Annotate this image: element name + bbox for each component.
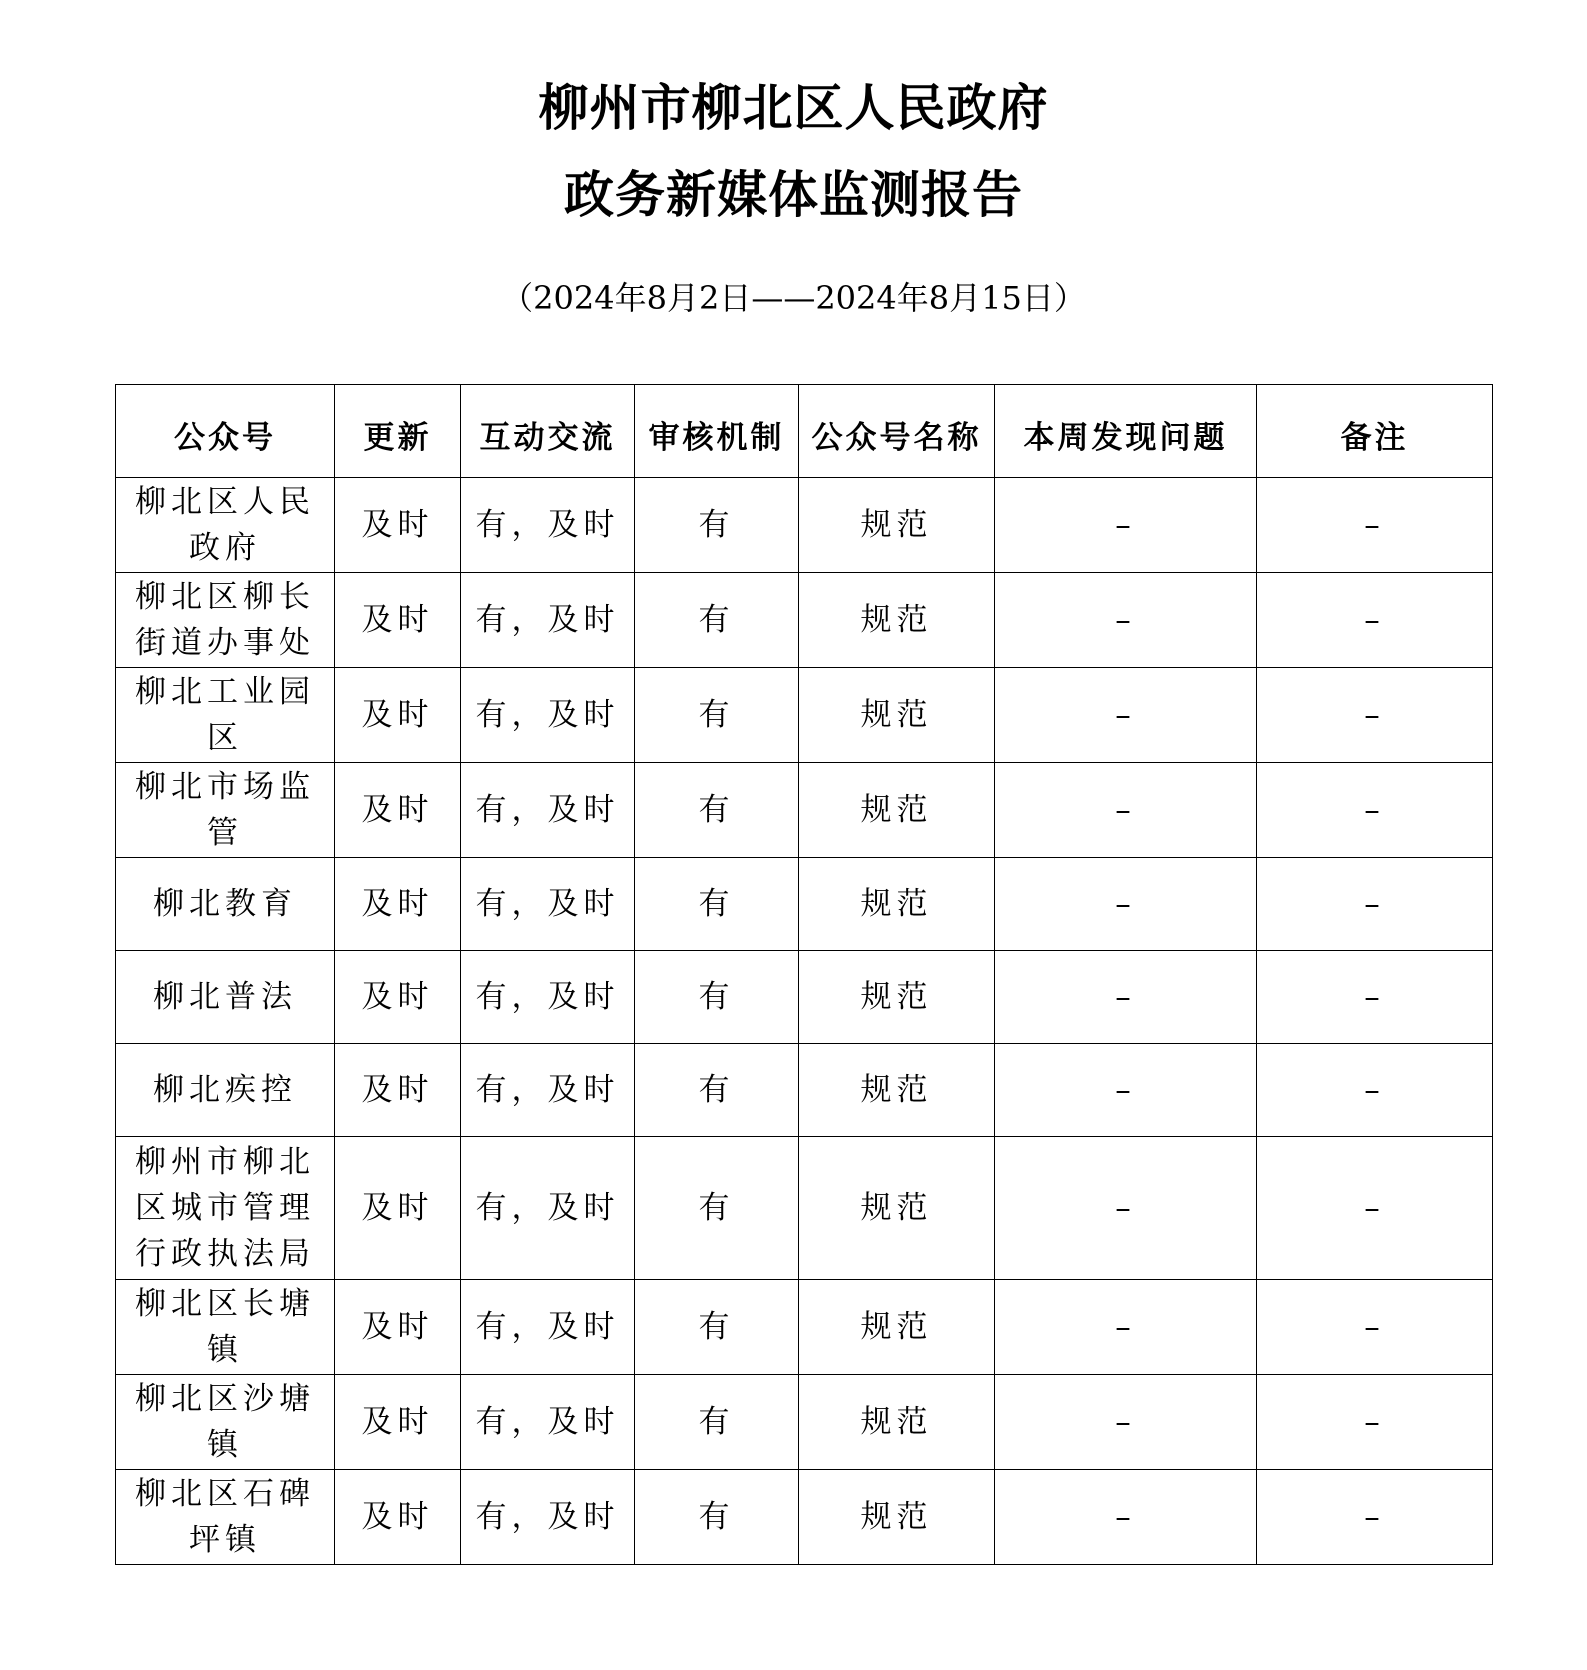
column-header-name: 公众号名称 xyxy=(799,385,995,478)
account-cell: 柳北市场监管 xyxy=(116,763,335,858)
table-row xyxy=(116,1280,1493,1375)
issues-cell: – xyxy=(995,858,1257,951)
remarks-cell: – xyxy=(1257,668,1493,763)
remarks-cell: – xyxy=(1257,573,1493,668)
remarks-cell: – xyxy=(1257,858,1493,951)
interaction-cell: 有，及时 xyxy=(461,1470,635,1565)
account-cell: 柳北工业园区 xyxy=(116,668,335,763)
issues-cell: – xyxy=(995,1375,1257,1470)
update-cell: 及时 xyxy=(335,1470,461,1565)
interaction-cell: 有，及时 xyxy=(461,763,635,858)
review-cell: 有 xyxy=(635,763,799,858)
review-cell: 有 xyxy=(635,1375,799,1470)
interaction-cell: 有，及时 xyxy=(461,478,635,573)
interaction-cell: 有，及时 xyxy=(461,951,635,1044)
table-row xyxy=(116,858,1493,951)
account-cell: 柳北区人民政府 xyxy=(116,478,335,573)
remarks-cell: – xyxy=(1257,1375,1493,1470)
update-cell: 及时 xyxy=(335,478,461,573)
name-cell: 规范 xyxy=(799,668,995,763)
table-row xyxy=(116,668,1493,763)
interaction-cell: 有，及时 xyxy=(461,1280,635,1375)
interaction-cell: 有，及时 xyxy=(461,668,635,763)
interaction-cell: 有，及时 xyxy=(461,858,635,951)
update-cell: 及时 xyxy=(335,1044,461,1137)
review-cell: 有 xyxy=(635,668,799,763)
issues-cell: – xyxy=(995,951,1257,1044)
monitoring-table xyxy=(115,384,1493,1565)
issues-cell: – xyxy=(995,1470,1257,1565)
review-cell: 有 xyxy=(635,478,799,573)
name-cell: 规范 xyxy=(799,1280,995,1375)
remarks-cell: – xyxy=(1257,478,1493,573)
update-cell: 及时 xyxy=(335,668,461,763)
table-row xyxy=(116,1137,1493,1280)
update-cell: 及时 xyxy=(335,573,461,668)
account-cell: 柳北普法 xyxy=(116,951,335,1044)
update-cell: 及时 xyxy=(335,1137,461,1280)
report-title-line2: 政务新媒体监测报告 xyxy=(564,166,1023,224)
interaction-cell: 有，及时 xyxy=(461,573,635,668)
review-cell: 有 xyxy=(635,1470,799,1565)
remarks-cell: – xyxy=(1257,951,1493,1044)
account-cell: 柳北教育 xyxy=(116,858,335,951)
report-title-line1: 柳州市柳北区人民政府 xyxy=(538,79,1049,137)
issues-cell: – xyxy=(995,1137,1257,1280)
issues-cell: – xyxy=(995,1044,1257,1137)
column-header-interaction: 互动交流 xyxy=(461,385,635,478)
review-cell: 有 xyxy=(635,858,799,951)
review-cell: 有 xyxy=(635,951,799,1044)
column-header-remarks: 备注 xyxy=(1257,385,1493,478)
name-cell: 规范 xyxy=(799,763,995,858)
update-cell: 及时 xyxy=(335,763,461,858)
account-cell: 柳州市柳北区城市管理行政执法局 xyxy=(116,1137,335,1280)
review-cell: 有 xyxy=(635,1044,799,1137)
account-cell: 柳北区沙塘镇 xyxy=(116,1375,335,1470)
column-header-update: 更新 xyxy=(335,385,461,478)
interaction-cell: 有，及时 xyxy=(461,1137,635,1280)
issues-cell: – xyxy=(995,573,1257,668)
review-cell: 有 xyxy=(635,1137,799,1280)
update-cell: 及时 xyxy=(335,1280,461,1375)
issues-cell: – xyxy=(995,763,1257,858)
account-cell: 柳北区石碑坪镇 xyxy=(116,1470,335,1565)
remarks-cell: – xyxy=(1257,1280,1493,1375)
column-header-account: 公众号 xyxy=(116,385,335,478)
interaction-cell: 有，及时 xyxy=(461,1044,635,1137)
name-cell: 规范 xyxy=(799,1375,995,1470)
table-row xyxy=(116,478,1493,573)
account-cell: 柳北疾控 xyxy=(116,1044,335,1137)
table-header-row xyxy=(116,385,1493,478)
interaction-cell: 有，及时 xyxy=(461,1375,635,1470)
name-cell: 规范 xyxy=(799,1044,995,1137)
account-cell: 柳北区长塘镇 xyxy=(116,1280,335,1375)
review-cell: 有 xyxy=(635,1280,799,1375)
issues-cell: – xyxy=(995,1280,1257,1375)
name-cell: 规范 xyxy=(799,478,995,573)
issues-cell: – xyxy=(995,668,1257,763)
update-cell: 及时 xyxy=(335,858,461,951)
table-row xyxy=(116,951,1493,1044)
name-cell: 规范 xyxy=(799,1470,995,1565)
update-cell: 及时 xyxy=(335,1375,461,1470)
name-cell: 规范 xyxy=(799,573,995,668)
review-cell: 有 xyxy=(635,573,799,668)
report-date-range: （2024年8月2日——2024年8月15日） xyxy=(501,279,1086,317)
account-cell: 柳北区柳长街道办事处 xyxy=(116,573,335,668)
name-cell: 规范 xyxy=(799,858,995,951)
name-cell: 规范 xyxy=(799,1137,995,1280)
table-row xyxy=(116,1470,1493,1565)
table-row xyxy=(116,573,1493,668)
name-cell: 规范 xyxy=(799,951,995,1044)
update-cell: 及时 xyxy=(335,951,461,1044)
remarks-cell: – xyxy=(1257,1470,1493,1565)
column-header-issues: 本周发现问题 xyxy=(995,385,1257,478)
column-header-review: 审核机制 xyxy=(635,385,799,478)
table-row xyxy=(116,1375,1493,1470)
remarks-cell: – xyxy=(1257,763,1493,858)
table-row xyxy=(116,763,1493,858)
table-row xyxy=(116,1044,1493,1137)
remarks-cell: – xyxy=(1257,1044,1493,1137)
issues-cell: – xyxy=(995,478,1257,573)
remarks-cell: – xyxy=(1257,1137,1493,1280)
